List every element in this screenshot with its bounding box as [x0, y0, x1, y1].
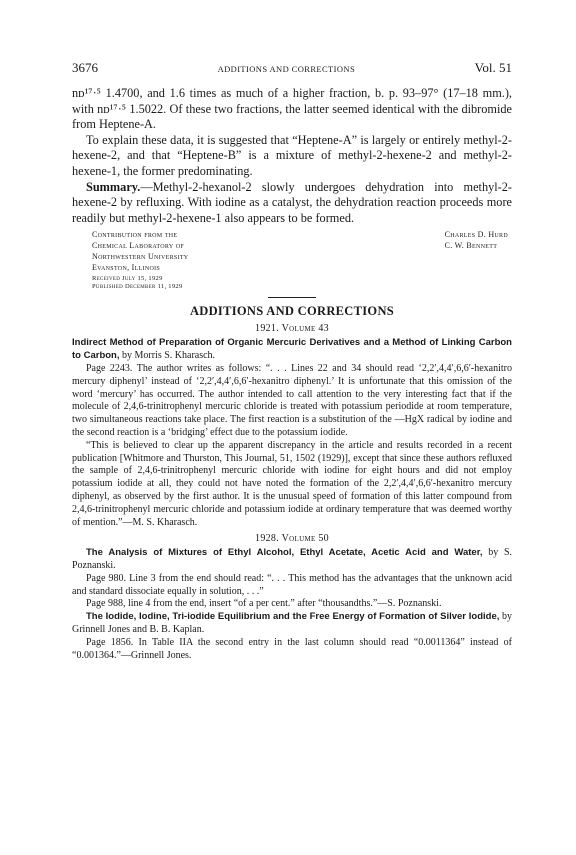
- summary-label: Summary.: [86, 179, 141, 194]
- article-paragraph-2: To explain these data, it is suggested that “Heptene-A” is largely or entirely methyl-2-hexene-2, and that “Heptene-B” is a mixture of methyl-2-hexene-2 and methyl-2-hexene-1, the former predominating.: [72, 132, 512, 178]
- correction-title: The Iodide, Iodine, Tri-iodide Equilibrium and the Free Energy of Formation of Silver Iodide,: [86, 611, 500, 623]
- running-title: ADDITIONS AND CORRECTIONS: [217, 64, 356, 74]
- correction-title: The Analysis of Mixtures of Ethyl Alcohol, Ethyl Acetate, Acetic Acid and Water,: [86, 547, 483, 559]
- author-name: Charles D. Hurd: [444, 230, 508, 240]
- section-title: ADDITIONS AND CORRECTIONS: [189, 304, 395, 319]
- correction-paragraph: Page 1856. In Table IIA the second entry in the last column should read “0.0011364” instead of “0.001364.”—Grinnell Jones.: [72, 636, 512, 661]
- article-paragraph-1: nᴅ¹⁷·⁵ 1.4700, and 1.6 times as much of a higher fraction, b. p. 93–97° (17–18 mm.), with nᴅ¹⁷·⁵ 1.5022. Of these two fractions, the latter seemed identical with the dibromide from Heptene-A.: [72, 86, 512, 132]
- correction-paragraph: Page 988, line 4 from the end, insert “of a per cent.” after “thousandths.”—S. Poznanski.: [86, 598, 442, 610]
- affiliation-line: Northwestern University: [92, 252, 189, 262]
- affiliation-line: Evanston, Illinois: [92, 263, 161, 273]
- correction-byline: by S. Poznanski.: [72, 547, 513, 572]
- affiliation-line: Contribution from the: [92, 230, 178, 240]
- summary-text: —Methyl-2-hexanol-2 slowly undergoes dehydration into methyl-2-hexene-2 by refluxing. With iodine as a catalyst, the dehydration reaction proceeds more readily but methyl-2-hexene-1 also appears to be formed.: [72, 179, 512, 225]
- correction-paragraph: Page 2243. The author writes as follows: “. . . Lines 22 and 34 should read ‘2,2′,4,4′,6,6′-hexanitro mercury diphenyl’ instead of ‘2,2′,4,4′,6,6′-hexanitro diphenyl.’ It is unfortunate that this omission of the word ‘mercury’ has occurred. The author intended to call attention to the very interesting fact that if the molecule of 2,4,6-trinitrophenyl mercuric chloride is treated with potassium periodide at room temperature, two simultaneous reactions take place. The first reaction is a substitution of the —HgX radical by iodine and the second reaction is a ‘bridging’ effect due to the potassium iodide.: [72, 362, 512, 438]
- authors: [445, 229, 508, 291]
- correction-title-line: [72, 547, 512, 573]
- correction-title: Indirect Method of Preparation of Organic Mercuric Derivatives and a Method of Linking Carbon to Carbon,: [72, 337, 512, 362]
- correction-byline: by Grinnell Jones and B. B. Kaplan.: [72, 611, 513, 636]
- received-date: Received July 15, 1929: [92, 275, 163, 283]
- affiliation-left: [92, 229, 188, 291]
- correction-title-line: [72, 611, 512, 637]
- section-divider: [268, 297, 316, 298]
- author-name: C. W. Bennett: [444, 241, 498, 251]
- correction-paragraph: Page 980. Line 3 from the end should read: “. . . This method has the advantages that the unknown acid and standard dissociate equally in solution, . . .”: [72, 572, 512, 597]
- volume-label: Vol. 51: [474, 60, 512, 75]
- page-number: 3676: [72, 60, 98, 75]
- correction-title-line: [72, 337, 512, 363]
- journal-page: [72, 60, 512, 662]
- affiliation-line: Chemical Laboratory of: [92, 241, 185, 251]
- page-header: [72, 60, 512, 76]
- correction-byline: by Morris S. Kharasch.: [119, 350, 216, 362]
- volume-heading: 1921. Volume 43: [255, 323, 329, 335]
- published-date: Published December 11, 1929: [92, 283, 183, 291]
- affiliation-block: [92, 229, 512, 291]
- volume-heading: 1928. Volume 50: [255, 533, 329, 545]
- correction-paragraph: “This is believed to clear up the apparent discrepancy in the article and results recorded in a recent publication [Whitmore and Thurston, This Journal, 51, 1502 (1929)], except that since these authors refluxed the sample of 2,4,6-trinitrophenyl mercuric chloride with iodine for eight hours and did not employ potassium iodide at all, they could not have noted the formation of the 2,2′,4,4′,6,6′-hexanitro mercury diphenyl, as observed by the first author. It is the unusual speed of formation of this latter compound from 2,4,6-trinitrophenyl mercuric chloride and potassium iodide at ordinary temperature that was deemed worthy of mention.”—M. S. Kharasch.: [72, 439, 512, 528]
- summary-paragraph: [72, 180, 512, 227]
